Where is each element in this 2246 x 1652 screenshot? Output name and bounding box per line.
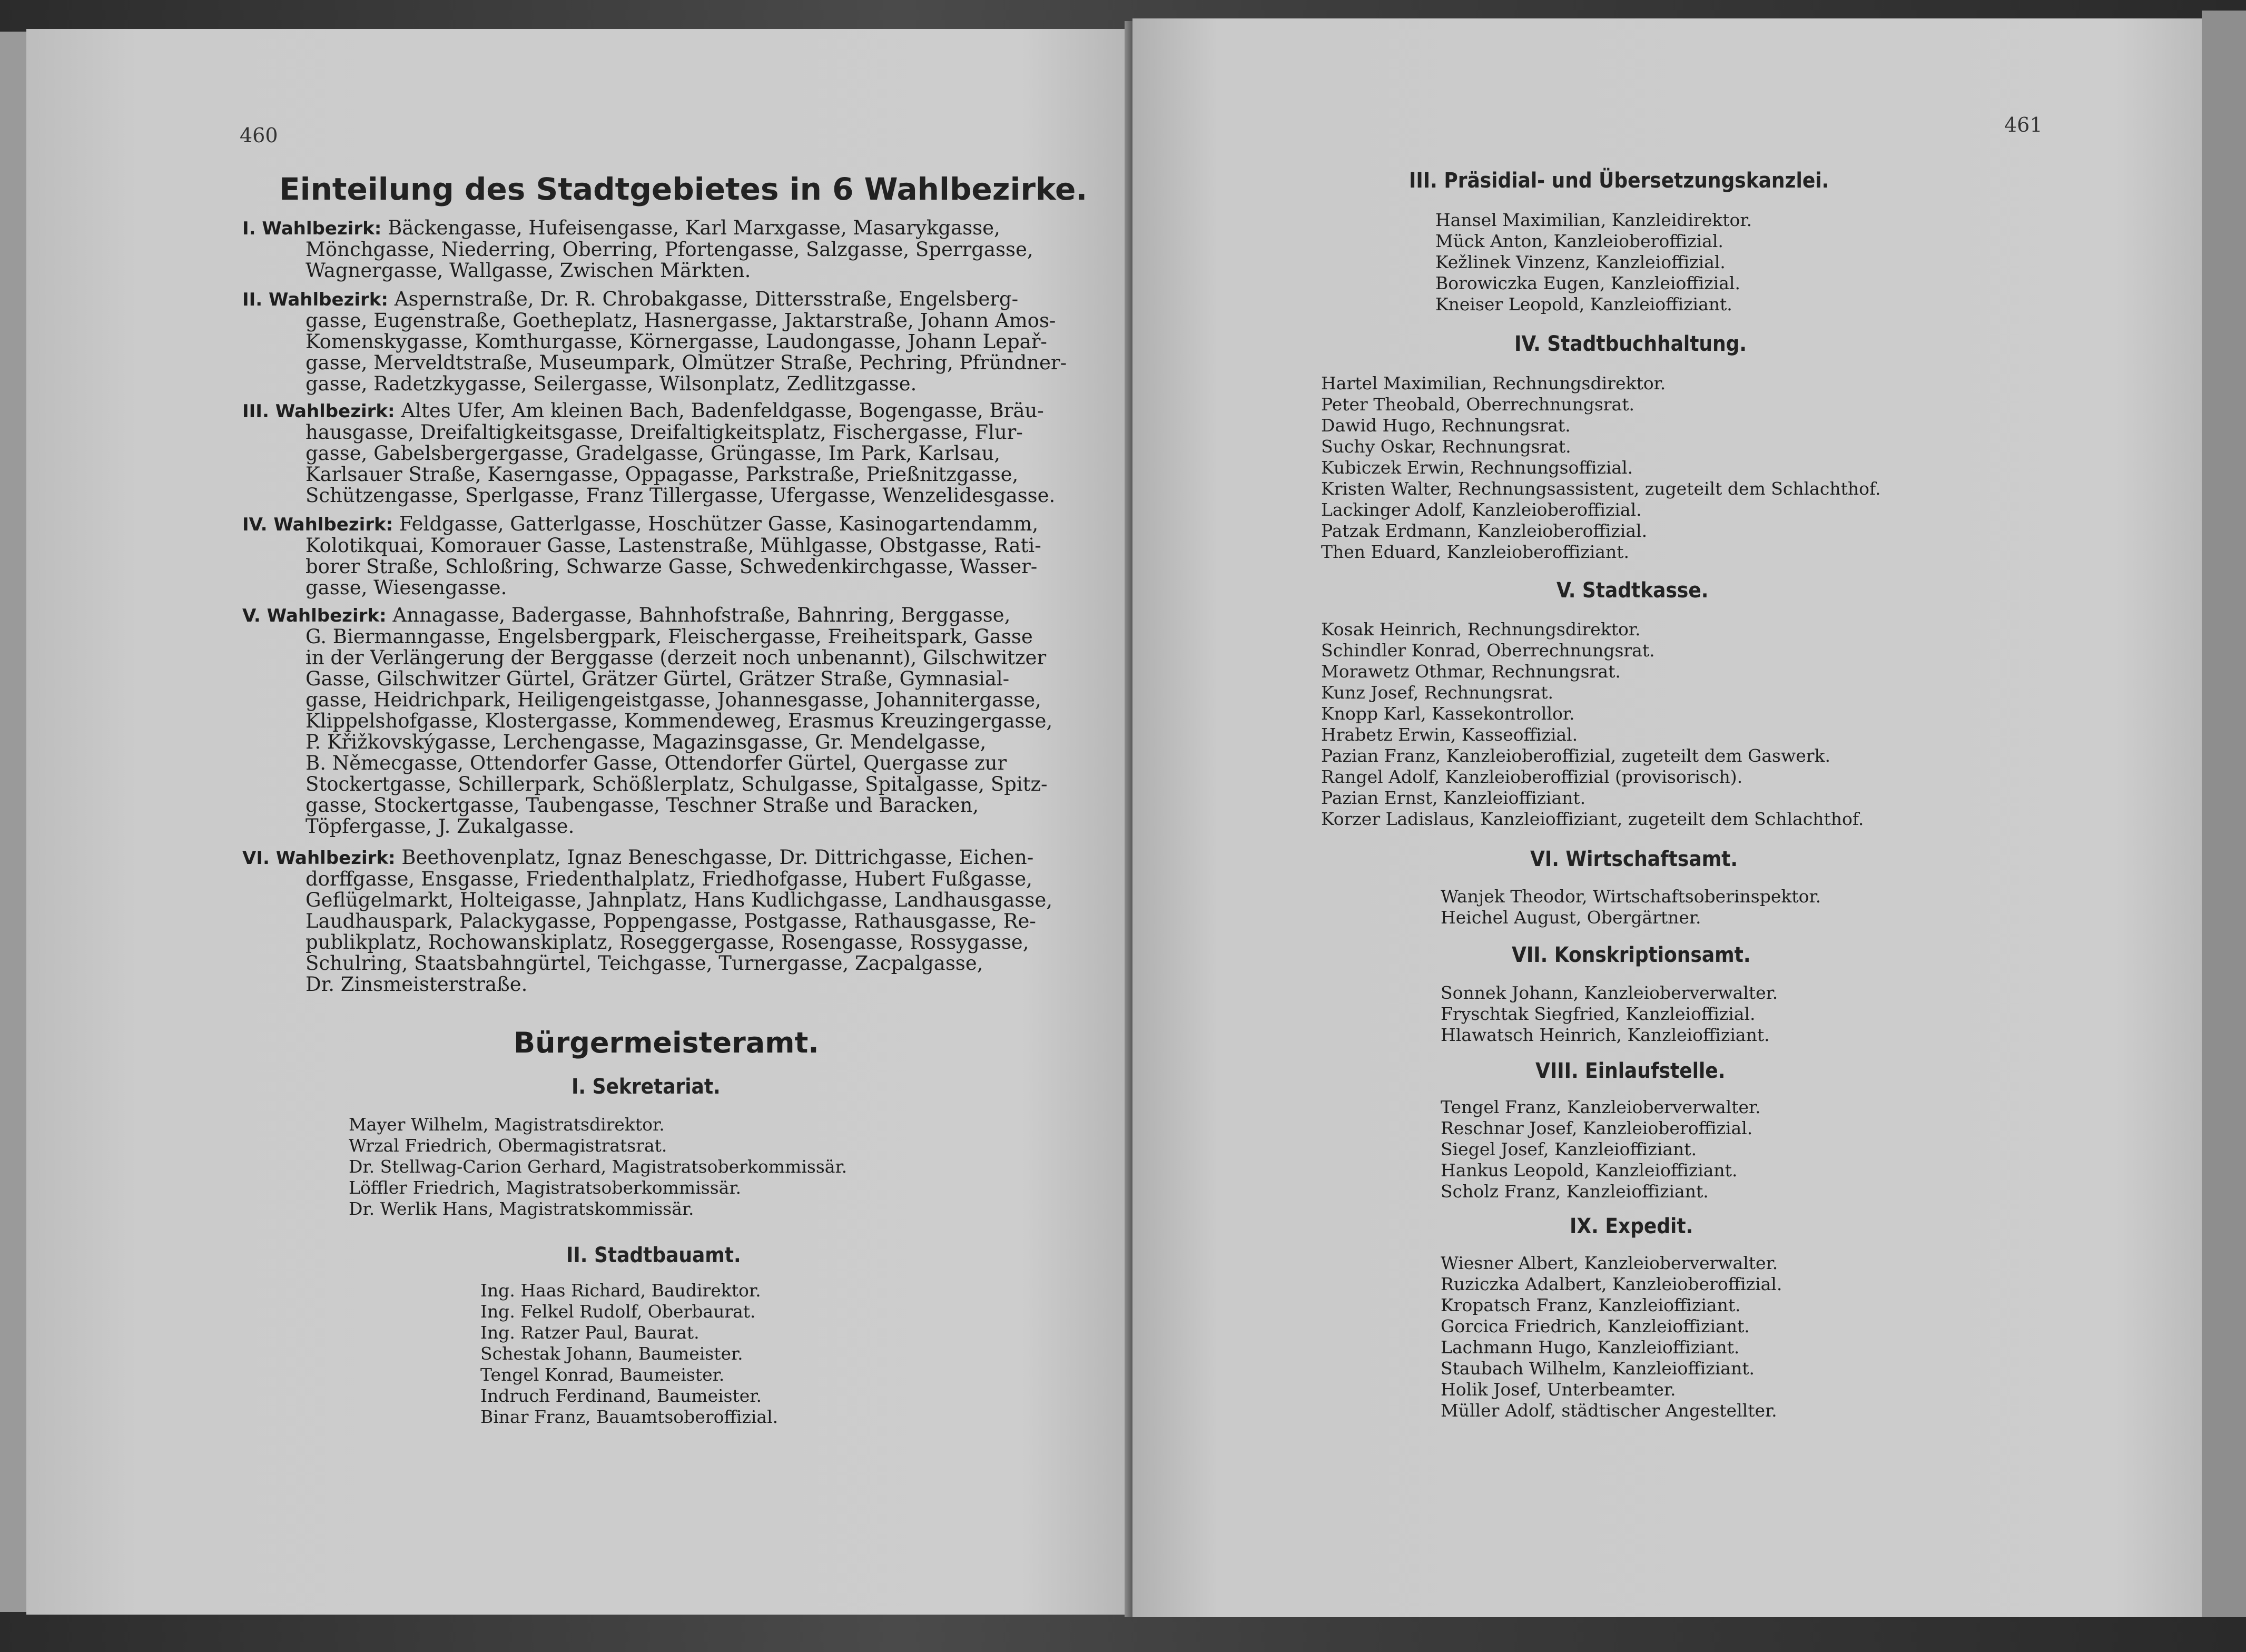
district-5 <box>242 605 1053 837</box>
district-text: Wagnergasse, Wallgasse, Zwischen Märkten. <box>306 259 751 282</box>
district-text: hausgasse, Dreifaltigkeitsgasse, Dreifaltigkeitsplatz, Fischergasse, Flur- <box>306 421 1023 444</box>
section-list <box>349 1114 847 1220</box>
list-item: Patzak Erdmann, Kanzleioberoffizial. <box>1321 520 1648 541</box>
section-heading: VIII. Einlaufstelle. <box>1535 1059 1726 1083</box>
section-list <box>1441 1253 1782 1421</box>
list-item: Siegel Josef, Kanzleioffiziant. <box>1441 1139 1697 1159</box>
district-text: Beethovenplatz, Ignaz Beneschgasse, Dr. Dittrichgasse, Eichen- <box>401 846 1034 869</box>
list-item: Knopp Karl, Kassekontrollor. <box>1321 703 1575 724</box>
district-text: Dr. Zinsmeisterstraße. <box>306 973 528 996</box>
list-item: Heichel August, Obergärtner. <box>1441 907 1701 928</box>
list-item: Sonnek Johann, Kanzleioberverwalter. <box>1441 982 1778 1003</box>
list-item: Lachmann Hugo, Kanzleioffiziant. <box>1441 1337 1740 1358</box>
district-text: Schulring, Staatsbahngürtel, Teichgasse, Turnergasse, Zacpalgasse, <box>306 952 983 975</box>
district-text: Aspernstraße, Dr. R. Chrobakgasse, Dittersstraße, Engelsberg- <box>394 288 1019 310</box>
list-item: Gorcica Friedrich, Kanzleioffiziant. <box>1441 1316 1750 1336</box>
district-text: Klippelshofgasse, Klostergasse, Kommendeweg, Erasmus Kreuzingergasse, <box>306 710 1053 732</box>
district-text: in der Verlängerung der Berggasse (derzeit noch unbenannt), Gilschwitzer <box>306 646 1047 669</box>
section-list <box>1441 982 1778 1046</box>
list-item: Kežlinek Vinzenz, Kanzleioffizial. <box>1435 252 1726 272</box>
list-item: Dawid Hugo, Rechnungsrat. <box>1321 415 1571 436</box>
list-item: Tengel Franz, Kanzleioberverwalter. <box>1441 1097 1761 1117</box>
district-text: gasse, Eugenstraße, Goetheplatz, Hasnergasse, Jaktarstraße, Johann Amos- <box>306 309 1056 332</box>
book-cover-right <box>2202 11 2246 1617</box>
district-text: Gasse, Gilschwitzer Gürtel, Grätzer Gürtel, Grätzer Straße, Gymnasial- <box>306 667 1010 690</box>
district-text: borer Straße, Schloßring, Schwarze Gasse, Schwedenkirchgasse, Wasser- <box>306 555 1038 578</box>
list-item: Müller Adolf, städtischer Angestellter. <box>1441 1400 1777 1421</box>
list-item: Suchy Oskar, Rechnungsrat. <box>1321 436 1571 457</box>
district-label: III. Wahlbezirk: <box>242 401 395 422</box>
district-1 <box>242 218 1053 281</box>
list-item: Hansel Maximilian, Kanzleidirektor. <box>1435 210 1752 230</box>
list-item: Hankus Leopold, Kanzleioffiziant. <box>1441 1160 1738 1181</box>
district-text: Töpfergasse, J. Zukalgasse. <box>306 815 575 838</box>
list-item: Pazian Ernst, Kanzleioffiziant. <box>1321 788 1586 808</box>
list-item: Fryschtak Siegfried, Kanzleioffizial. <box>1441 1004 1756 1024</box>
list-item: Kosak Heinrich, Rechnungsdirektor. <box>1321 619 1641 640</box>
section-heading: III. Präsidial- und Übersetzungskanzlei. <box>1409 169 1829 193</box>
list-item: Kubiczek Erwin, Rechnungsoffizial. <box>1321 457 1633 478</box>
section-heading: II. Stadtbauamt. <box>566 1243 741 1267</box>
district-text: Bäckengasse, Hufeisengasse, Karl Marxgasse, Masarykgasse, <box>388 217 1000 239</box>
list-item: Rangel Adolf, Kanzleioberoffizial (provisorisch). <box>1321 766 1743 787</box>
section-list <box>1321 619 1864 830</box>
list-item: Korzer Ladislaus, Kanzleioffiziant, zugeteilt dem Schlachthof. <box>1321 809 1864 829</box>
district-text: Kolotikquai, Komorauer Gasse, Lastenstraße, Mühlgasse, Obstgasse, Rati- <box>306 534 1041 557</box>
list-item: Wrzal Friedrich, Obermagistratsrat. <box>349 1135 667 1156</box>
list-item: Holik Josef, Unterbeamter. <box>1441 1379 1676 1400</box>
district-label: VI. Wahlbezirk: <box>242 848 396 869</box>
section-list <box>1441 886 1821 928</box>
district-text: B. Němecgasse, Ottendorfer Gasse, Ottendorfer Gürtel, Quergasse zur <box>306 752 1007 774</box>
list-item: Mück Anton, Kanzleioberoffizial. <box>1435 231 1723 251</box>
list-item: Schestak Johann, Baumeister. <box>480 1343 743 1364</box>
list-item: Löffler Friedrich, Magistratsoberkommissär. <box>349 1177 741 1198</box>
list-item: Hartel Maximilian, Rechnungsdirektor. <box>1321 373 1666 394</box>
section-heading: VI. Wirtschaftsamt. <box>1530 847 1738 871</box>
office-title: Bürgermeisteramt. <box>514 1026 819 1059</box>
district-text: gasse, Wiesengasse. <box>306 576 507 599</box>
section-heading: VII. Konskriptionsamt. <box>1512 943 1751 967</box>
section-list <box>1321 373 1881 563</box>
list-item: Reschnar Josef, Kanzleioberoffizial. <box>1441 1118 1753 1138</box>
district-label: V. Wahlbezirk: <box>242 605 387 626</box>
list-item: Hrabetz Erwin, Kasseoffizial. <box>1321 724 1578 745</box>
district-label: IV. Wahlbezirk: <box>242 514 393 535</box>
district-text: Schützengasse, Sperlgasse, Franz Tillergasse, Ufergasse, Wenzelidesgasse. <box>306 484 1056 507</box>
district-text: Annagasse, Badergasse, Bahnhofstraße, Bahnring, Berggasse, <box>392 604 1011 626</box>
district-text: gasse, Stockertgasse, Taubengasse, Teschner Straße und Baracken, <box>306 794 979 817</box>
district-text: Geflügelmarkt, Holteigasse, Jahnplatz, Hans Kudlichgasse, Landhausgasse, <box>306 889 1052 911</box>
list-item: Kropatsch Franz, Kanzleioffiziant. <box>1441 1295 1741 1315</box>
list-item: Lackinger Adolf, Kanzleioberoffizial. <box>1321 499 1642 520</box>
section-list <box>1441 1097 1761 1202</box>
district-text: Laudhauspark, Palackygasse, Poppengasse, Postgasse, Rathausgasse, Re- <box>306 910 1036 932</box>
district-text: gasse, Merveldtstraße, Museumpark, Olmützer Straße, Pechring, Pfründner- <box>306 351 1067 374</box>
district-6 <box>242 847 1053 995</box>
list-item: Scholz Franz, Kanzleioffiziant. <box>1441 1181 1709 1202</box>
district-text: G. Biermanngasse, Engelsbergpark, Fleischergasse, Freiheitspark, Gasse <box>306 625 1033 648</box>
list-item: Morawetz Othmar, Rechnungsrat. <box>1321 661 1621 682</box>
district-text: publikplatz, Rochowanskiplatz, Roseggergasse, Rosengasse, Rossygasse, <box>306 931 1029 953</box>
district-text: Komenskygasse, Komthurgasse, Körnergasse, Laudongasse, Johann Lepař- <box>306 330 1047 353</box>
list-item: Ing. Ratzer Paul, Baurat. <box>480 1322 700 1343</box>
page-title: Einteilung des Stadtgebietes in 6 Wahlbezirke. <box>279 171 1088 207</box>
list-item: Ruziczka Adalbert, Kanzleioberoffizial. <box>1441 1274 1782 1294</box>
district-text: gasse, Gabelsbergergasse, Gradelgasse, Grüngasse, Im Park, Karlsau, <box>306 442 1000 465</box>
page-number-left: 460 <box>240 124 278 147</box>
district-text: gasse, Heidrichpark, Heiligengeistgasse, Johannesgasse, Johannitergasse, <box>306 689 1041 711</box>
list-item: Ing. Felkel Rudolf, Oberbaurat. <box>480 1301 756 1322</box>
list-item: Indruch Ferdinand, Baumeister. <box>480 1385 762 1406</box>
section-list <box>480 1280 778 1428</box>
list-item: Kneiser Leopold, Kanzleioffiziant. <box>1435 294 1732 314</box>
list-item: Tengel Konrad, Baumeister. <box>480 1364 725 1385</box>
district-text: Mönchgasse, Niederring, Oberring, Pfortengasse, Salzgasse, Sperrgasse, <box>306 238 1033 261</box>
district-3 <box>242 399 1056 507</box>
list-item: Binar Franz, Bauamtsoberoffizial. <box>480 1407 779 1427</box>
list-item: Pazian Franz, Kanzleioberoffizial, zugeteilt dem Gaswerk. <box>1321 745 1831 766</box>
list-item: Dr. Werlik Hans, Magistratskommissär. <box>349 1198 694 1219</box>
district-2 <box>242 288 1067 395</box>
page-number-right: 461 <box>2004 113 2043 136</box>
section-list <box>1435 210 1752 315</box>
list-item: Hlawatsch Heinrich, Kanzleioffiziant. <box>1441 1025 1770 1045</box>
district-text: Stockertgasse, Schillerpark, Schößlerplatz, Schulgasse, Spitalgasse, Spitz- <box>306 773 1048 795</box>
section-heading: IX. Expedit. <box>1570 1214 1693 1238</box>
section-heading: IV. Stadtbuchhaltung. <box>1514 332 1747 356</box>
district-text: Feldgasse, Gatterlgasse, Hoschützer Gasse, Kasinogartendamm, <box>399 513 1039 535</box>
list-item: Peter Theobald, Oberrechnungsrat. <box>1321 394 1634 415</box>
district-text: Karlsauer Straße, Kaserngasse, Oppagasse, Parkstraße, Prießnitzgasse, <box>306 463 1019 486</box>
list-item: Mayer Wilhelm, Magistratsdirektor. <box>349 1114 665 1135</box>
list-item: Staubach Wilhelm, Kanzleioffiziant. <box>1441 1358 1755 1379</box>
district-text: dorffgasse, Ensgasse, Friedenthalplatz, Friedhofgasse, Hubert Fußgasse, <box>306 868 1032 890</box>
list-item: Wanjek Theodor, Wirtschaftsoberinspektor. <box>1441 886 1821 907</box>
list-item: Kristen Walter, Rechnungsassistent, zugeteilt dem Schlachthof. <box>1321 478 1881 499</box>
district-label: I. Wahlbezirk: <box>242 218 382 239</box>
list-item: Then Eduard, Kanzleioberoffiziant. <box>1321 542 1629 562</box>
section-heading: V. Stadtkasse. <box>1557 578 1709 603</box>
list-item: Ing. Haas Richard, Baudirektor. <box>480 1280 761 1301</box>
district-text: gasse, Radetzkygasse, Seilergasse, Wilsonplatz, Zedlitzgasse. <box>306 372 917 395</box>
district-text: P. Křižkovskýgasse, Lerchengasse, Magazinsgasse, Gr. Mendelgasse, <box>306 731 987 753</box>
section-heading: I. Sekretariat. <box>572 1075 721 1099</box>
list-item: Wiesner Albert, Kanzleioberverwalter. <box>1441 1253 1778 1273</box>
list-item: Schindler Konrad, Oberrechnungsrat. <box>1321 640 1655 661</box>
list-item: Kunz Josef, Rechnungsrat. <box>1321 682 1554 703</box>
district-label: II. Wahlbezirk: <box>242 289 388 310</box>
list-item: Dr. Stellwag-Carion Gerhard, Magistratsoberkommissär. <box>349 1156 848 1177</box>
district-4 <box>242 514 1053 598</box>
list-item: Borowiczka Eugen, Kanzleioffizial. <box>1435 273 1740 293</box>
district-text: Altes Ufer, Am kleinen Bach, Badenfeldgasse, Bogengasse, Bräu- <box>401 399 1044 422</box>
